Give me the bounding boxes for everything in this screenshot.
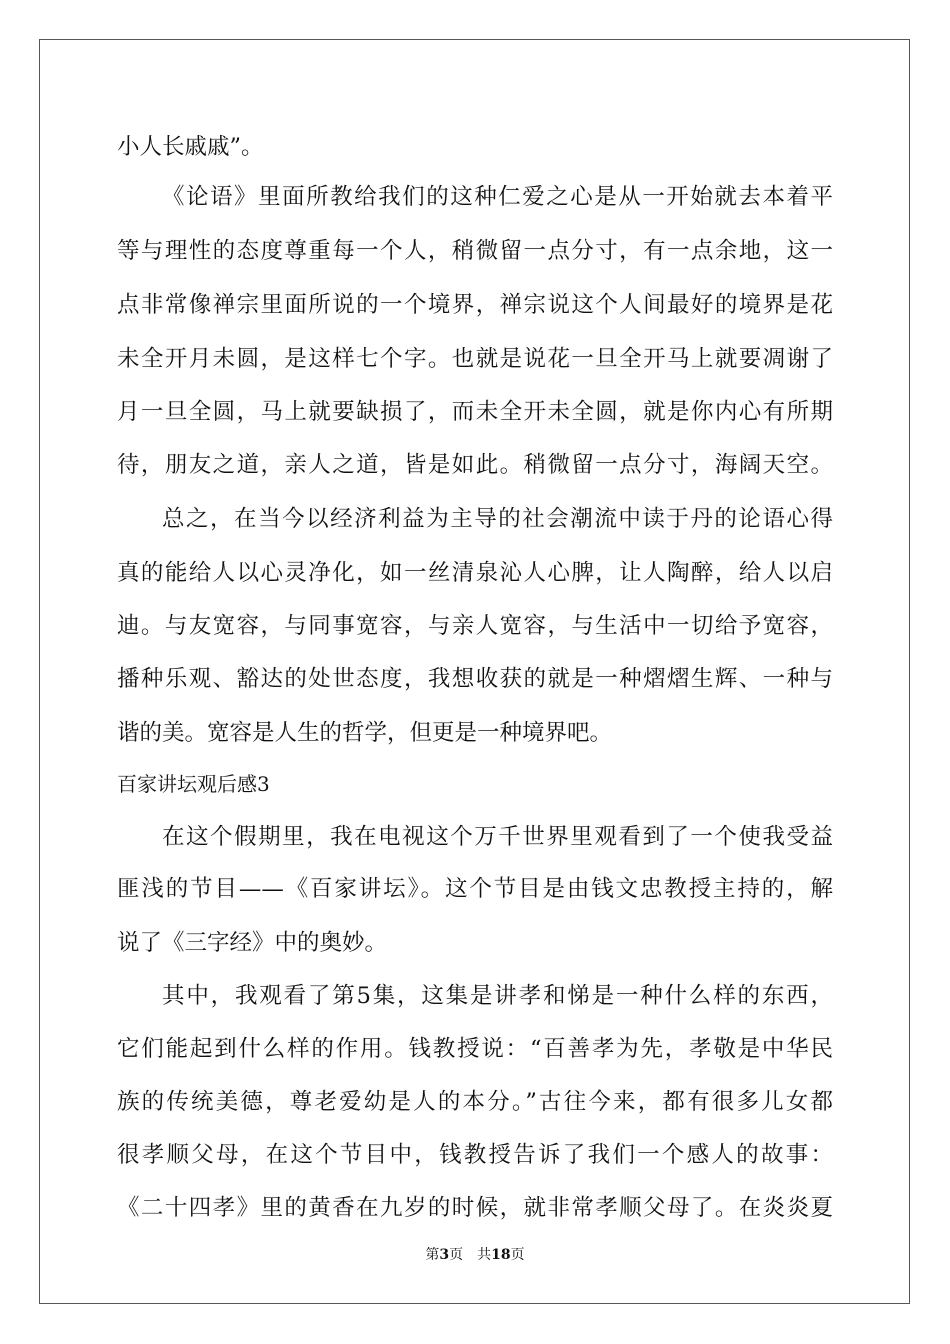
text-line: 它们能起到什么样的作用。钱教授说：“百善孝为先，孝敬是中华民 (117, 1036, 833, 1062)
footer-page-prefix: 第 (425, 1247, 440, 1263)
text-line: 谐的美。宽容是人生的哲学，但更是一种境界吧。 (117, 720, 613, 746)
text-line: 说了《三字经》中的奥妙。 (117, 930, 388, 956)
paragraph-first-line: 其中，我观看了第5集，这集是讲孝和悌是一种什么样的东西， (162, 983, 833, 1009)
text-line: 等与理性的态度尊重每一个人，稍微留一点分寸，有一点余地，这一 (117, 238, 833, 264)
section-heading: 百家讲坛观后感3 (117, 772, 270, 796)
text-line: 迪。与友宽容，与同事宽容，与亲人宽容，与生活中一切给予宽容， (117, 613, 833, 639)
text-line: 《二十四孝》里的黄香在九岁的时候，就非常孝顺父母了。在炎炎夏 (117, 1195, 833, 1221)
text-line: 点非常像禅宗里面所说的一个境界，禅宗说这个人间最好的境界是花 (117, 292, 833, 318)
footer-page-number: 3 (439, 1247, 450, 1263)
footer-page-suffix: 页 共 (449, 1247, 492, 1263)
text-line: 未全开月未圆，是这样七个字。也就是说花一旦全开马上就要凋谢了 (117, 346, 833, 372)
paragraph-first-line: 在这个假期里，我在电视这个万千世界里观看到了一个使我受益 (162, 824, 833, 850)
text-line: 族的传统美德，尊老爱幼是人的本分。”古往今来，都有很多儿女都 (117, 1089, 833, 1115)
text-line: 匪浅的节目——《百家讲坛》。这个节目是由钱文忠教授主持的，解 (117, 876, 833, 902)
paragraph-first-line: 总之，在当今以经济利益为主导的社会潮流中读于丹的论语心得 (162, 506, 833, 532)
footer-total-suffix: 页 (510, 1247, 525, 1263)
paragraph-first-line: 《论语》里面所教给我们的这种仁爱之心是从一开始就去本着平 (162, 184, 833, 210)
text-line: 播种乐观、豁达的处世态度，我想收获的就是一种熠熠生辉、一种与 (117, 666, 833, 692)
page-footer (0, 1245, 950, 1265)
text-line: 很孝顺父母，在这个节目中，钱教授告诉了我们一个感人的故事： (117, 1142, 833, 1168)
text-line: 真的能给人以心灵净化，如一丝清泉沁人心脾，让人陶醉，给人以启 (117, 560, 833, 586)
text-line: 待，朋友之道，亲人之道，皆是如此。稍微留一点分寸，海阔天空。 (117, 452, 833, 478)
footer-total-pages: 18 (491, 1247, 511, 1263)
text-line: 月一旦全圆，马上就要缺损了，而未全开未全圆，就是你内心有所期 (117, 399, 833, 425)
text-line: 小人长戚戚”。 (117, 134, 264, 160)
